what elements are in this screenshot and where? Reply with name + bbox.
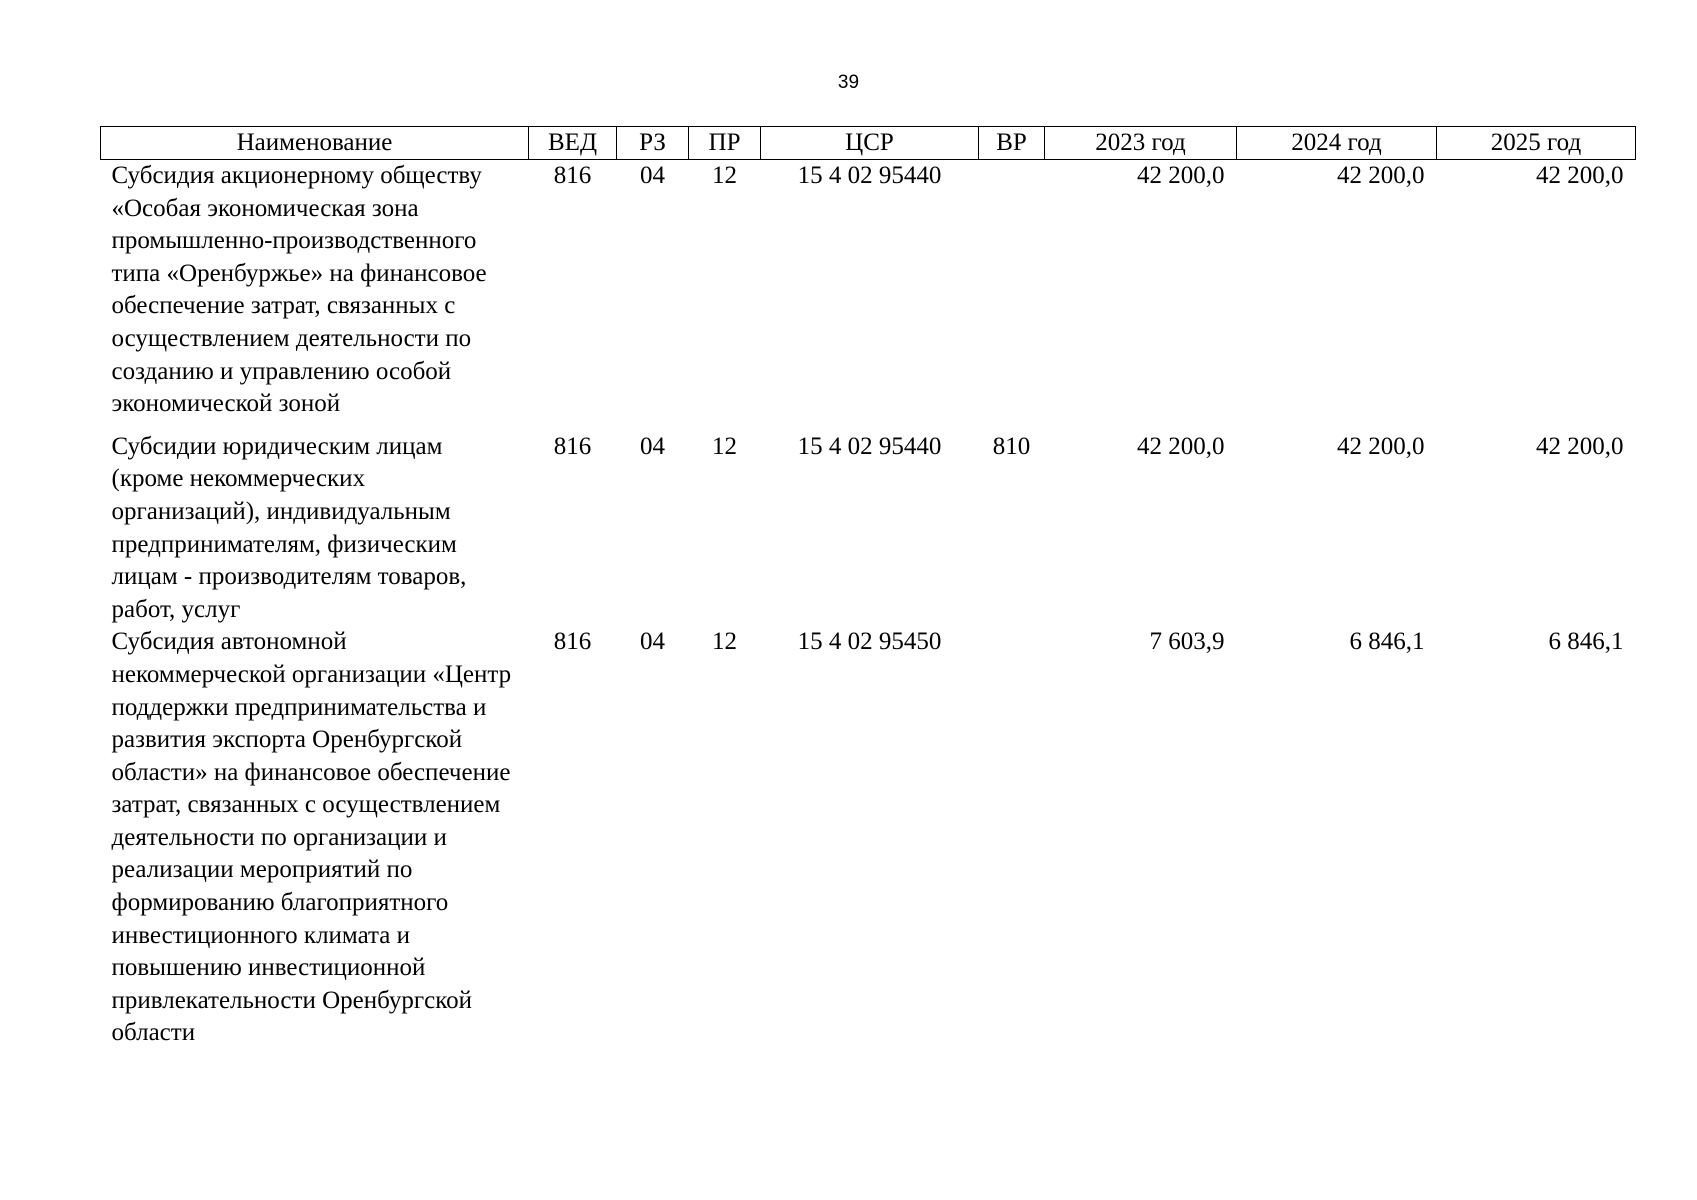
header-2024: 2024 год xyxy=(1237,127,1437,160)
row-2023-cell: 42 200,0 xyxy=(1137,162,1225,189)
row-pr-cell: 12 xyxy=(712,628,737,656)
row-ved-cell: 816 xyxy=(553,162,592,189)
table-row xyxy=(101,431,1636,627)
row-2025-cell: 42 200,0 xyxy=(1536,162,1624,189)
row-ved-cell: 816 xyxy=(553,432,592,460)
row-2024-cell: 42 200,0 xyxy=(1337,432,1425,460)
row-pr-cell: 12 xyxy=(712,432,737,460)
row-vr-cell: 810 xyxy=(992,432,1031,460)
header-2023: 2023 год xyxy=(1045,127,1237,160)
header-pr: ПР xyxy=(689,127,761,160)
row-rz-cell: 04 xyxy=(640,162,665,189)
row-name: Субсидия акционерному обществу «Особая экономическая зона промышленно-производственного типа «Оренбуржье» на финансовое обеспечение затрат, связанных с осуществлением деятельности по созданию и управлению особой экономической зоной xyxy=(111,162,487,418)
table-body xyxy=(101,160,1636,1051)
row-name-cell xyxy=(101,626,529,1050)
table-row xyxy=(101,626,1636,1050)
header-csr: ЦСР xyxy=(761,127,979,160)
header-row xyxy=(101,127,1636,160)
row-csr-cell: 15 4 02 95440 xyxy=(797,162,942,189)
header-vr: ВР xyxy=(979,127,1045,160)
row-ved-cell: 816 xyxy=(553,628,592,656)
row-name-cell xyxy=(101,431,529,627)
header-name: Наименование xyxy=(101,127,529,160)
row-name-cell xyxy=(101,160,529,431)
row-vr-cell xyxy=(979,160,1045,431)
row-csr-cell: 15 4 02 95450 xyxy=(797,628,942,656)
page-number: 39 xyxy=(837,72,860,93)
budget-table xyxy=(100,126,1636,1050)
header-2025: 2025 год xyxy=(1437,127,1636,160)
table-header xyxy=(101,127,1636,160)
header-ved: ВЕД xyxy=(529,127,617,160)
table-row xyxy=(101,160,1636,431)
row-rz-cell: 04 xyxy=(640,628,665,656)
row-2025-cell: 42 200,0 xyxy=(1536,432,1624,460)
header-rz: РЗ xyxy=(617,127,689,160)
row-name: Субсидии юридическим лицам (кроме некоммерческих организаций), индивидуальным предпринимателям, физическим лицам - производителям товаров, работ, услуг xyxy=(111,432,467,623)
row-name: Субсидия автономной некоммерческой организации «Центр поддержки предпринимательства и развития экспорта Оренбургской области» на финансовое обеспечение затрат, связанных с осуществлением деятельности по организации и реализации мероприятий по формированию благоприятного инвестиционного климата и повышению инвестиционной привлекательности Оренбургской области xyxy=(111,628,512,1047)
row-2025-cell: 6 846,1 xyxy=(1548,628,1624,656)
row-2023-cell: 42 200,0 xyxy=(1137,432,1225,460)
row-2024-cell: 6 846,1 xyxy=(1349,628,1425,656)
row-2024-cell: 42 200,0 xyxy=(1337,162,1425,189)
row-csr-cell: 15 4 02 95440 xyxy=(797,432,942,460)
row-2023-cell: 7 603,9 xyxy=(1149,628,1225,656)
row-vr-cell xyxy=(979,626,1045,1050)
row-pr-cell: 12 xyxy=(712,162,737,189)
row-rz-cell: 04 xyxy=(640,432,665,460)
